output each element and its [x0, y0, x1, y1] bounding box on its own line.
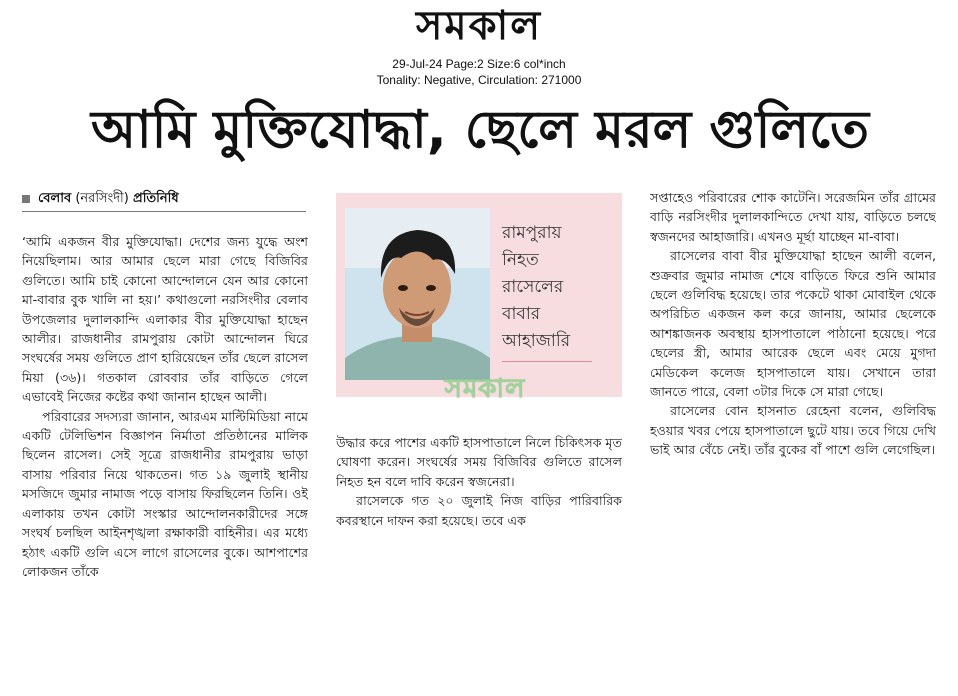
byline-place: বেলাব [38, 191, 72, 206]
caption-line: নিহত [502, 250, 539, 270]
byline-district: (নরসিংদী) [75, 191, 129, 206]
caption-line: বাবার [502, 304, 541, 324]
photo-watermark: সমকাল [444, 374, 526, 404]
caption-line: রাসেলের [502, 277, 564, 297]
caption-divider [502, 361, 592, 362]
article-column-2 [336, 433, 622, 533]
article-headline: আমি মুক্তিযোদ্ধা, ছেলে মরল গুলিতে [90, 100, 870, 160]
paragraph: উদ্ধার করে পাশের একটি হাসপাতালে নিলে চিকিৎসক মৃত ঘোষণা করেন। সংঘর্ষের সময় বিজিবির গুলিতে রাসেল নিহত হন বলে দাবি করেন স্বজনেরা। [336, 435, 622, 489]
paragraph: ‘আমি একজন বীর মুক্তিযোদ্ধা। দেশের জন্য যুদ্ধে অংশ নিয়েছিলাম। আর আমার ছেলে মারা গেছে বিজিবির গুলিতে। আমি চাই কোনো আন্দোলনে যেন আর কোনো মা-বাবার বুক খালি না হয়।’ কথাগুলো নরসিংদীর বেলাব উপজেলার দুলালকান্দি এলাকার বীর মুক্তিযোদ্ধা হাছেন আলীর। রাজধানীর রামপুরায় কোটা আন্দোলন ঘিরে সংঘর্ষের সময় গুলিতে প্রাণ হারিয়েছেন তাঁর ছেলে রাসেল মিয়া (৩৬)। গতকাল রোববার তাঁর বাড়িতে গেলে এভাবেই নিজের কষ্টের কথা জানান হাছেন আলী। [22, 234, 308, 405]
paragraph: পরিবারের সদস্যরা জানান, আরএম মাল্টিমিডিয়া নামে একটি টেলিভিশন বিজ্ঞাপন নির্মাতা প্রতিষ্ঠানের মালিক ছিলেন রাসেল। সেই সূত্রে রাজধানীর রামপুরায় ভাড়া বাসায় পরিবার নিয়ে থাকতেন। গত ১৯ জুলাই স্থানীয় মসজিদে জুমার নামাজ পড়ে বাসায় ফিরছিলেন তিনি। ওই এলাকায় তখন কোটা সংস্কার আন্দোলনকারীদের সঙ্গে সংঘর্ষ চলছিল আইনশৃঙ্খলা রক্ষাকারী বাহিনীর। এর মধ্যে হঠাৎ একটি গুলি এসে লাগে রাসেলের বুকে। আশপাশের লোকজন তাঁকে [22, 408, 308, 579]
paragraph: রাসেলের বাবা বীর মুক্তিযোদ্ধা হাছেন আলী বলেন, শুক্রবার জুমার নামাজ শেষে বাড়িতে ফিরে শুনি আমার ছেলে গুলিবিদ্ধ হয়েছে। তার পকেটে থাকা মোবাইল থেকে অপরিচিত একজন কল করে জানায়, আমার ছেলেকে আশঙ্কাজনক অবস্থায় হাসপাতালে পাঠানো হয়েছে। পরে ছেলের স্ত্রী, আমার আরেক ছেলে এবং মেয়ে মুগদা মেডিকেল কলেজ হাসপাতালে যায়। সেখানে তারা জানতে পারে, বেলা ৩টার দিকে সে মারা গেছে। [650, 248, 936, 400]
caption-line: আহাজারি [502, 331, 571, 351]
byline [22, 190, 306, 212]
clipping-meta-line-2: Tonality: Negative, Circulation: 271000 [376, 73, 582, 87]
caption-line: রামপুরায় [502, 223, 562, 243]
newspaper-masthead: সমকাল [415, 3, 543, 49]
byline-role: প্রতিনিধি [133, 191, 179, 206]
portrait-photo [345, 208, 490, 380]
paragraph: রাসেলের বোন হাসনাত রেহেনা বলেন, গুলিবিদ্ধ হওয়ার খবর পেয়ে হাসপাতালে ছুটে যায়। তবে গিয়ে দেখি ভাই আর বেঁচে নেই। তাঁর বুকের বাঁ পাশে গুলি লেগেছিল। [650, 403, 936, 458]
photo-caption [502, 220, 612, 362]
clipping-meta-line-1: 29-Jul-24 Page:2 Size:6 col*inch [392, 57, 566, 71]
bullet-square-icon [22, 195, 30, 203]
article-column-3 [650, 188, 936, 538]
article-column-1 [22, 232, 308, 692]
paragraph: সপ্তাহেও পরিবারের শোক কাটেনি। সরেজমিন তাঁর গ্রামের বাড়ি নরসিংদীর দুলালকান্দিতে দেখা যায়, বাড়িতে চলছে স্বজনদের আহাজারি। এখনও মূর্ছা যাচ্ছেন মা-বাবা। [650, 190, 936, 244]
paragraph: রাসেলকে গত ২০ জুলাই নিজ বাড়ির পারিবারিক কবরস্থানে দাফন করা হয়েছে। তবে এক [336, 493, 622, 528]
